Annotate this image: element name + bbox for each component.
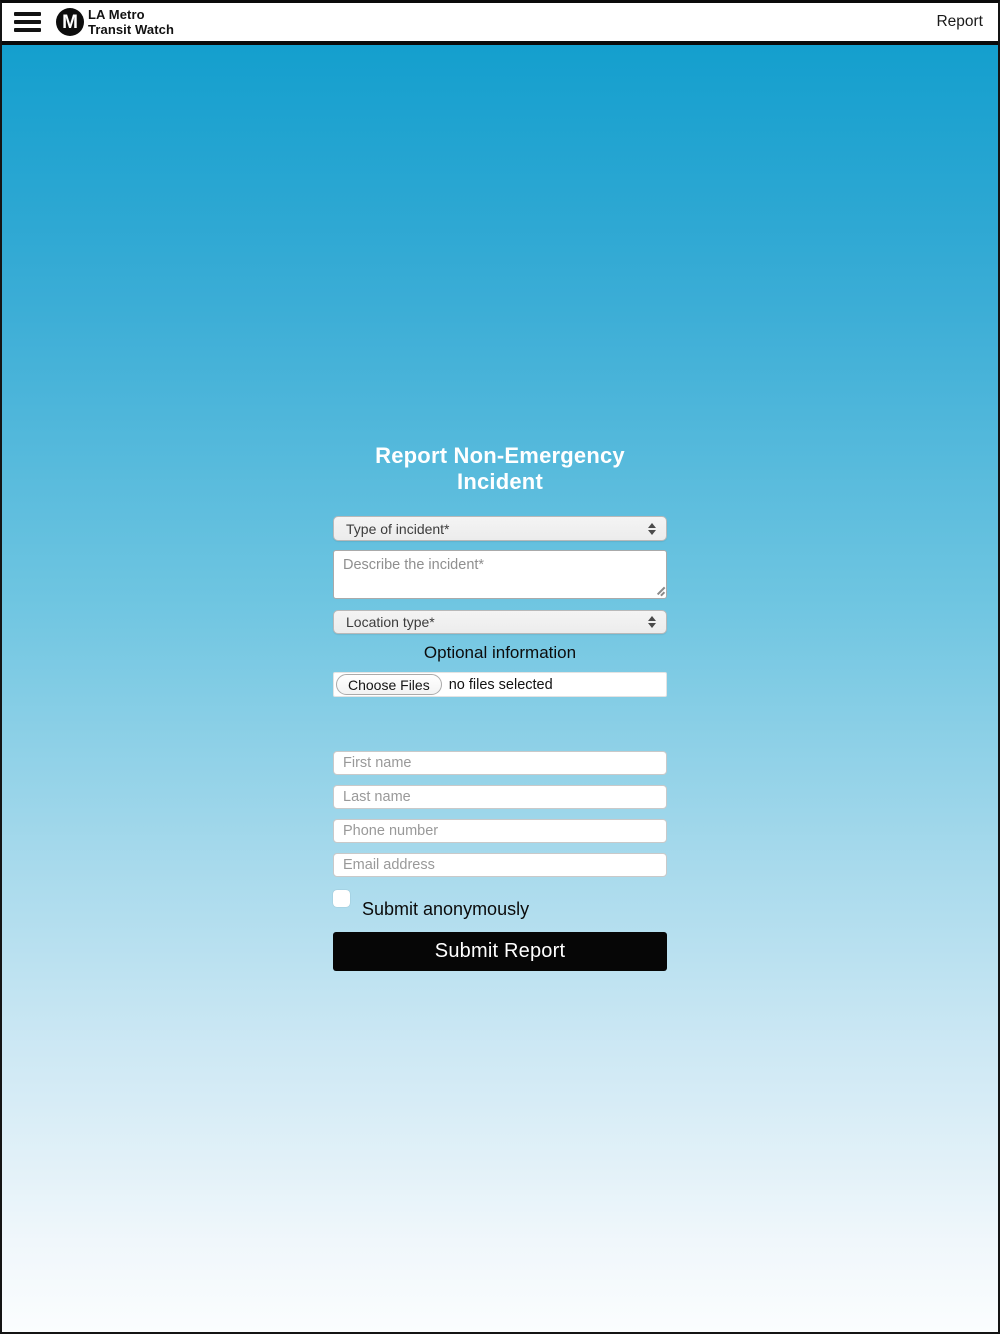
file-upload-input[interactable]	[333, 672, 667, 697]
report-form	[333, 443, 667, 971]
email-field[interactable]	[333, 853, 667, 877]
hamburger-menu-icon[interactable]	[14, 12, 41, 32]
metro-logo-icon: M	[56, 8, 84, 36]
main-content	[2, 45, 998, 1332]
nav-report-link[interactable]: Report	[936, 13, 983, 30]
page-title: Report Non-Emergency Incident	[375, 443, 625, 494]
optional-information-heading: Optional information	[423, 643, 577, 662]
submit-anonymously-checkbox[interactable]	[333, 890, 350, 907]
phone-number-field[interactable]	[333, 819, 667, 843]
dropdown-arrows-icon	[648, 616, 656, 628]
incident-type-select[interactable]	[333, 516, 667, 541]
dropdown-arrows-icon	[648, 523, 656, 535]
location-type-select-value: Location type*	[346, 614, 435, 630]
last-name-field[interactable]	[333, 785, 667, 809]
location-type-select[interactable]	[333, 610, 667, 634]
incident-type-select-value: Type of incident*	[346, 520, 450, 537]
submit-anonymously-label[interactable]: Submit anonymously	[362, 899, 530, 919]
submit-anonymously-row	[333, 890, 667, 920]
file-upload-status: no files selected	[448, 676, 553, 693]
first-name-field[interactable]	[333, 751, 667, 775]
description-textarea[interactable]	[333, 550, 667, 599]
app-title	[88, 7, 174, 38]
header	[2, 3, 998, 45]
submit-report-button[interactable]: Submit Report	[333, 932, 667, 971]
app-title-line1: LA Metro	[88, 6, 145, 22]
app-title-line2: Transit Watch	[88, 22, 175, 37]
brand	[56, 7, 174, 38]
choose-files-button[interactable]: Choose Files	[336, 674, 442, 695]
description-field-wrap	[333, 550, 667, 599]
